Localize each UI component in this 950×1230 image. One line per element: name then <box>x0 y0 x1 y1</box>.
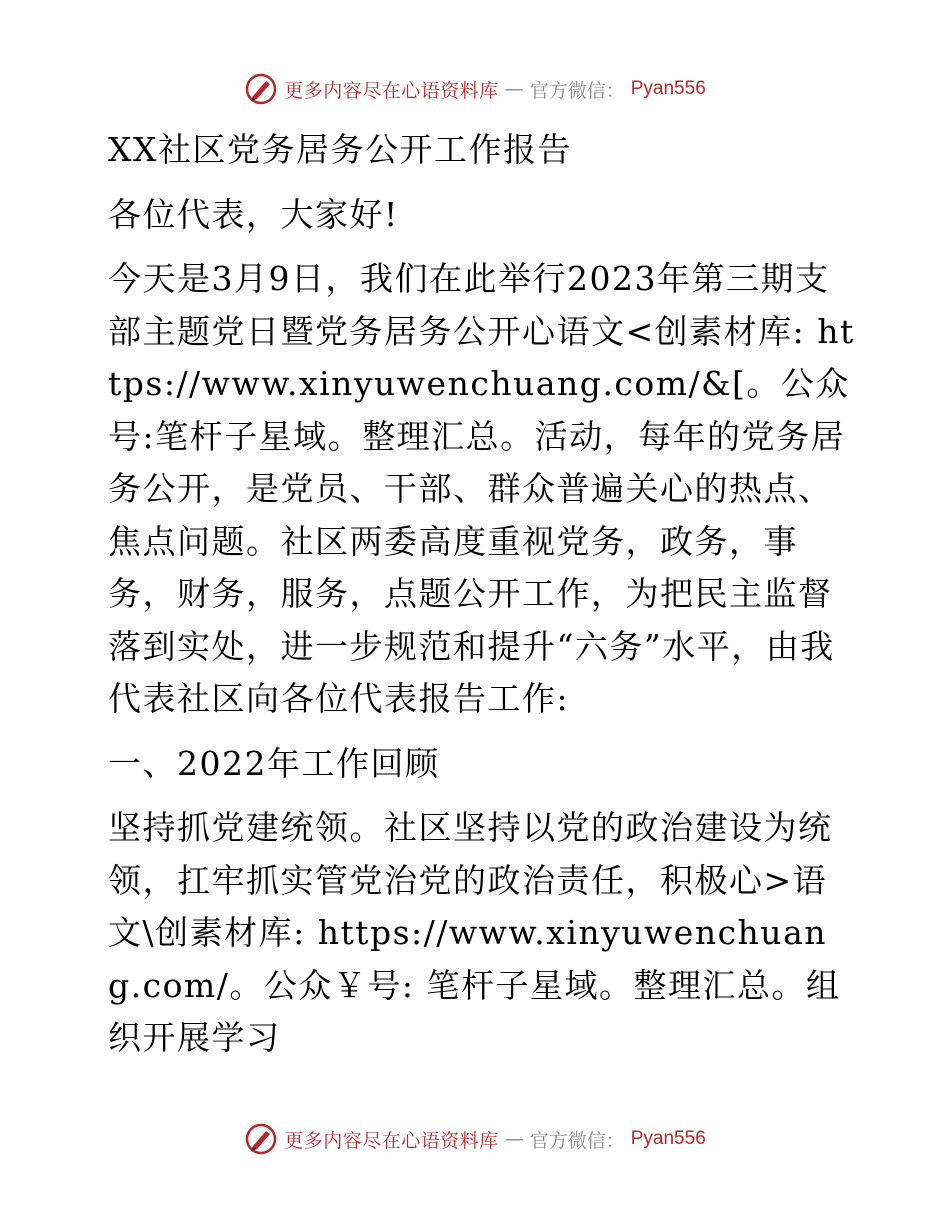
pen-logo-icon <box>244 1122 278 1156</box>
watermark-text: 更多内容尽在心语资料库 <box>284 79 499 102</box>
section-heading: 一、2022年工作回顾 <box>108 743 440 783</box>
footer-watermark <box>0 1122 950 1156</box>
watermark-dash: — <box>504 1128 524 1150</box>
pen-logo-icon <box>244 72 278 106</box>
watermark-text: 更多内容尽在心语资料库 <box>284 1129 499 1152</box>
watermark-wechat-label: 官方微信： <box>529 79 625 102</box>
watermark-wechat-label: 官方微信： <box>529 1129 625 1152</box>
paragraph-intro: 今天是3月9日，我们在此举行2023年第三期支部主题党日暨党务居务公开心语文<创素材库: https://www.xinyuwenchuang.com/&[。公众号:笔杆子星域。整理汇总。活动，每年的党务居务公开，是党员、干部、群众普遍关心的热点、焦点问题。社区两委高度重视党务，政务，事务，财务，服务，点题公开工作，为把民主监督落到实处，进一步规范和提升“六务”水平，由我代表社区向各位代表报告工作: <box>108 259 855 718</box>
document-title: XX社区党务居务公开工作报告 <box>108 130 572 169</box>
watermark-dash: — <box>504 78 524 100</box>
paragraph-party-building: 坚持抓党建统领。社区坚持以党的政治建设为统领，扛牢抓实管党治党的政治责任，积极心>语文\创素材库: https://www.xinyuwenchuang.com/。公众￥号: 笔杆子星域。整理汇总。组织开展学习 <box>108 808 841 1057</box>
watermark-wechat-id: Pyan556 <box>630 78 706 99</box>
greeting: 各位代表，大家好! <box>108 194 399 234</box>
header-watermark <box>0 72 950 106</box>
document-body <box>98 124 858 1077</box>
watermark-wechat-id: Pyan556 <box>630 1128 706 1149</box>
